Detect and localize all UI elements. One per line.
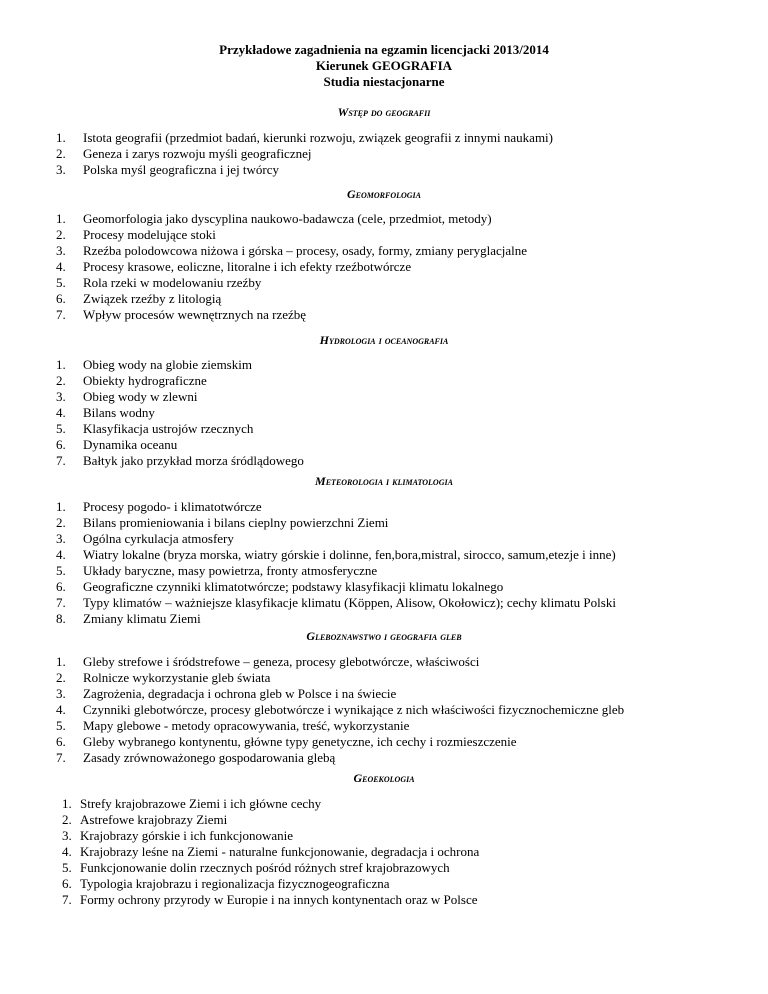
item-text: Formy ochrony przyrody w Europie i na innych kontynentach oraz w Polsce (80, 892, 478, 907)
list-item (0, 844, 768, 860)
item-text: Krajobrazy górskie i ich funkcjonowanie (80, 828, 293, 843)
item-text: Wiatry lokalne (bryza morska, wiatry górskie i dolinne, fen,bora,mistral, sirocco, samum,etezje i inne) (83, 547, 616, 562)
item-text: Wpływ procesów wewnętrznych na rzeźbę (83, 307, 307, 322)
item-number: 7. (56, 307, 66, 322)
list-item (0, 275, 768, 291)
item-number: 5. (56, 421, 66, 436)
item-text: Istota geografii (przedmiot badań, kierunki rozwoju, związek geografii z innymi naukami) (83, 130, 553, 145)
list-item (0, 860, 768, 876)
section-meteorologia (0, 473, 768, 627)
list-item (0, 373, 768, 389)
item-text: Zagrożenia, degradacja i ochrona gleb w Polsce i na świecie (83, 686, 397, 701)
item-text: Bałtyk jako przykład morza śródlądowego (83, 453, 304, 468)
section-title: Meteorologia i klimatologia (315, 474, 453, 488)
list-item (0, 670, 768, 686)
item-number: 8. (56, 611, 66, 626)
item-number: 4. (56, 702, 66, 717)
item-text: Geograficzne czynniki klimatotwórcze; podstawy klasyfikacji klimatu lokalnego (83, 579, 504, 594)
item-number: 7. (56, 595, 66, 610)
list-item (0, 307, 768, 323)
item-number: 4. (56, 259, 66, 274)
item-text: Astrefowe krajobrazy Ziemi (80, 812, 228, 827)
item-text: Krajobrazy leśne na Ziemi - naturalne funkcjonowanie, degradacja i ochrona (80, 844, 480, 859)
item-text: Gleby strefowe i śródstrefowe – geneza, procesy glebotwórcze, właściwości (83, 654, 480, 669)
item-text: Rola rzeki w modelowaniu rzeźby (83, 275, 262, 290)
list-item (0, 405, 768, 421)
list-item (0, 515, 768, 531)
item-number: 6. (56, 734, 66, 749)
list-item (0, 750, 768, 766)
list-item (0, 702, 768, 718)
item-number: 2. (56, 227, 66, 242)
item-text: Mapy glebowe - metody opracowywania, treść, wykorzystanie (83, 718, 410, 733)
item-text: Obieg wody na globie ziemskim (83, 357, 252, 372)
list-item (0, 796, 768, 812)
item-text: Związek rzeźby z litologią (83, 291, 222, 306)
item-number: 6. (56, 437, 66, 452)
item-number: 2. (56, 146, 66, 161)
item-number: 7. (56, 453, 66, 468)
document-header (0, 42, 768, 90)
item-number: 2. (56, 515, 66, 530)
item-number: 3. (56, 389, 66, 404)
item-number: 5. (56, 718, 66, 733)
list-item (0, 579, 768, 595)
item-text: Typologia krajobrazu i regionalizacja fizycznogeograficzna (80, 876, 390, 891)
list-item (0, 531, 768, 547)
section-hydrologia (0, 332, 768, 469)
item-number: 6. (56, 579, 66, 594)
item-number: 5. (56, 275, 66, 290)
list-item (0, 563, 768, 579)
list-item (0, 389, 768, 405)
header-title: Przykładowe zagadnienia na egzamin licencjacki 2013/2014 (219, 42, 549, 57)
list-item (0, 453, 768, 469)
item-text: Rzeźba polodowcowa niżowa i górska – procesy, osady, formy, zmiany peryglacjalne (83, 243, 528, 258)
item-text: Zmiany klimatu Ziemi (83, 611, 201, 626)
item-text: Bilans wodny (83, 405, 155, 420)
item-text: Procesy modelujące stoki (83, 227, 216, 242)
list-item (0, 892, 768, 908)
item-number: 4. (56, 547, 66, 562)
section-title: Geomorfologia (346, 187, 421, 201)
list-item (0, 437, 768, 453)
section-gleboznawstwo (0, 628, 768, 766)
item-number: 2. (56, 373, 66, 388)
item-text: Czynniki glebotwórcze, procesy glebotwórcze i wynikające z nich właściwości fizycznochemiczne gleb (83, 702, 625, 717)
list-item (0, 718, 768, 734)
list-item (0, 611, 768, 627)
list-item (0, 162, 768, 178)
list-item (0, 686, 768, 702)
section-title: Gleboznawstwo i geografia gleb (306, 629, 462, 643)
item-number: 1. (56, 211, 66, 226)
item-number: 5. (56, 563, 66, 578)
item-number: 1. (56, 499, 66, 514)
item-text: Obieg wody w zlewni (83, 389, 198, 404)
item-number: 1. (56, 130, 66, 145)
item-text: Rolnicze wykorzystanie gleb świata (83, 670, 271, 685)
list-item (0, 734, 768, 750)
item-number: 4. (62, 844, 72, 859)
list-item (0, 547, 768, 563)
item-number: 3. (56, 162, 66, 177)
item-text: Geneza i zarys rozwoju myśli geograficznej (83, 146, 312, 161)
list-item (0, 421, 768, 437)
item-text: Procesy krasowe, eoliczne, litoralne i ich efekty rzeźbotwórcze (83, 259, 412, 274)
item-text: Klasyfikacja ustrojów rzecznych (83, 421, 254, 436)
item-text: Gleby wybranego kontynentu, główne typy genetyczne, ich cechy i rozmieszczenie (83, 734, 517, 749)
section-title: Geoekologia (353, 771, 415, 785)
item-number: 1. (56, 357, 66, 372)
item-text: Układy baryczne, masy powietrza, fronty atmosferyczne (83, 563, 378, 578)
item-number: 7. (62, 892, 72, 907)
item-number: 3. (62, 828, 72, 843)
topic-list (0, 130, 768, 178)
header-study-mode: Studia niestacjonarne (323, 74, 445, 89)
topic-list (0, 499, 768, 627)
section-geoekologia (0, 770, 768, 908)
list-item (0, 876, 768, 892)
item-number: 1. (62, 796, 72, 811)
topic-list (0, 357, 768, 469)
list-item (0, 357, 768, 373)
list-item (0, 243, 768, 259)
item-text: Strefy krajobrazowe Ziemi i ich główne cechy (80, 796, 322, 811)
list-item (0, 828, 768, 844)
item-number: 1. (56, 654, 66, 669)
item-number: 6. (56, 291, 66, 306)
item-text: Geomorfologia jako dyscyplina naukowo-badawcza (cele, przedmiot, metody) (83, 211, 492, 226)
list-item (0, 812, 768, 828)
item-number: 6. (62, 876, 72, 891)
topic-list (0, 796, 768, 908)
item-number: 5. (62, 860, 72, 875)
item-number: 2. (56, 670, 66, 685)
list-item (0, 595, 768, 611)
item-text: Typy klimatów – ważniejsze klasyfikacje klimatu (Köppen, Alisow, Okołowicz); cechy klimatu Polski (83, 595, 616, 610)
item-number: 3. (56, 686, 66, 701)
item-text: Bilans promieniowania i bilans cieplny powierzchni Ziemi (83, 515, 389, 530)
list-item (0, 227, 768, 243)
list-item (0, 259, 768, 275)
section-title: Hydrologia i oceanografia (319, 333, 449, 347)
list-item (0, 130, 768, 146)
item-number: 3. (56, 531, 66, 546)
item-text: Polska myśl geograficzna i jej twórcy (83, 162, 280, 177)
item-text: Zasady zrównoważonego gospodarowania glebą (83, 750, 336, 765)
item-number: 7. (56, 750, 66, 765)
item-text: Ogólna cyrkulacja atmosfery (83, 531, 234, 546)
topic-list (0, 654, 768, 766)
header-major: Kierunek GEOGRAFIA (315, 58, 453, 73)
list-item (0, 291, 768, 307)
item-text: Obiekty hydrograficzne (83, 373, 207, 388)
list-item (0, 654, 768, 670)
topic-list (0, 211, 768, 323)
list-item (0, 211, 768, 227)
list-item (0, 146, 768, 162)
section-geomorfologia (0, 186, 768, 323)
item-number: 4. (56, 405, 66, 420)
section-wstep (0, 104, 768, 178)
item-number: 3. (56, 243, 66, 258)
item-text: Dynamika oceanu (83, 437, 178, 452)
item-number: 2. (62, 812, 72, 827)
item-text: Procesy pogodo- i klimatotwórcze (83, 499, 262, 514)
section-title: Wstęp do geografii (337, 105, 431, 119)
list-item (0, 499, 768, 515)
item-text: Funkcjonowanie dolin rzecznych pośród różnych stref krajobrazowych (80, 860, 450, 875)
